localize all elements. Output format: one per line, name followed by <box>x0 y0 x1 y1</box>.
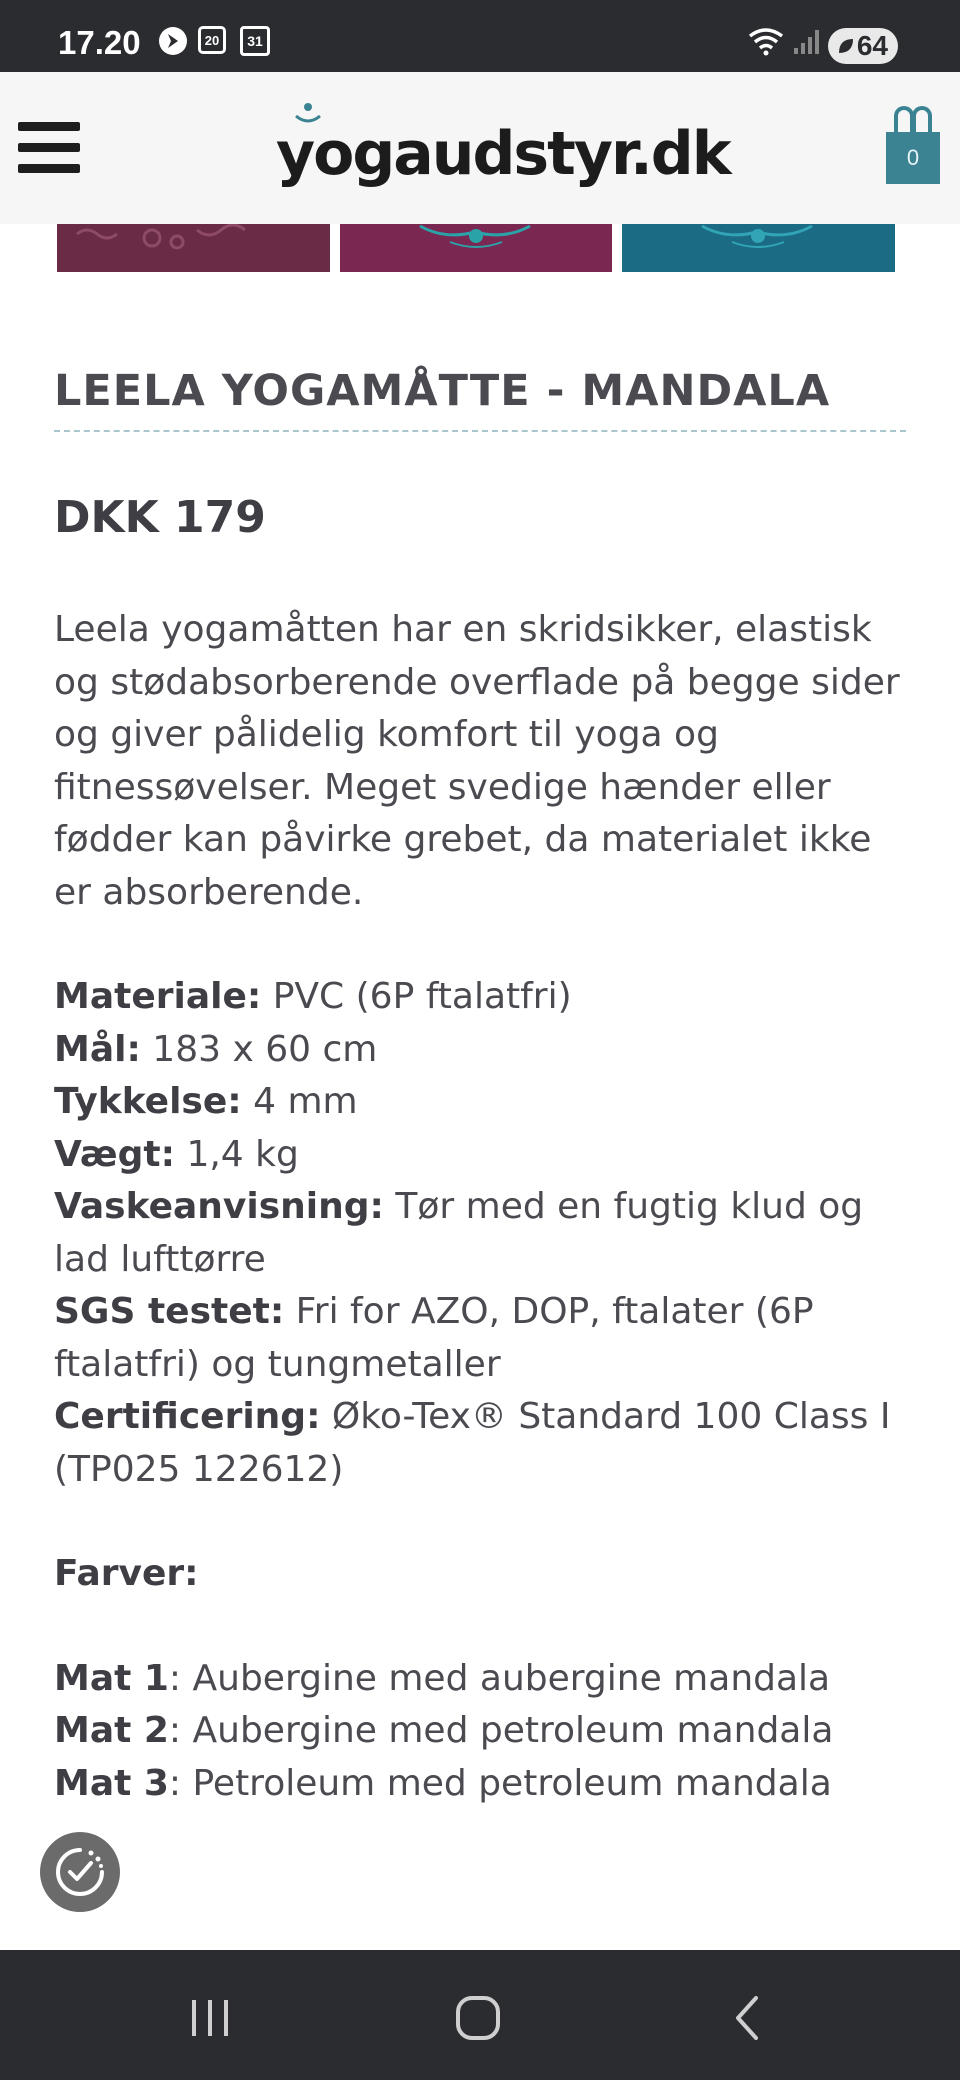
site-logo[interactable] <box>276 102 730 192</box>
cookie-check-icon <box>53 1845 107 1899</box>
spec-row <box>54 1181 906 1286</box>
list-item <box>54 1705 906 1758</box>
wifi-icon <box>746 26 786 56</box>
spec-value: PVC (6P ftalatfri) <box>261 976 572 1017</box>
mat-label: Mat 1 <box>54 1657 169 1699</box>
mat-label: Mat 3 <box>54 1762 169 1804</box>
spec-label: Mål: <box>54 1028 141 1070</box>
spec-label: Tykkelse: <box>54 1081 242 1122</box>
color-variants <box>54 1653 906 1811</box>
logo-text: yogaudstyr.dk <box>276 119 730 189</box>
product-thumbnails <box>57 224 895 272</box>
thumbnail-mat-3[interactable] <box>622 224 895 272</box>
mat-value: : Aubergine med aubergine mandala <box>168 1657 831 1699</box>
list-item <box>54 1758 906 1811</box>
colors-heading: Farver: <box>54 1553 199 1594</box>
spec-value: 183 x 60 cm <box>140 1028 378 1070</box>
spec-value: Fri for AZO, DOP, ftalater (6P ftalatfri) og tungmetaller <box>54 1291 814 1385</box>
product-price: DKK 179 <box>54 492 266 543</box>
consent-button[interactable] <box>40 1832 120 1912</box>
battery-level: 64 <box>856 30 888 61</box>
battery-indicator <box>828 28 898 64</box>
spec-row <box>54 1286 906 1391</box>
spec-label: Materiale: <box>54 976 262 1017</box>
cart-icon <box>886 132 940 184</box>
status-time: 17.20 <box>58 24 141 61</box>
spec-row <box>54 971 906 1024</box>
product-details <box>54 360 906 1810</box>
recent-apps-icon[interactable] <box>180 1990 240 2046</box>
status-bar <box>0 0 960 72</box>
spec-value: Tør med en fugtig klud og lad lufttørre <box>54 1186 864 1280</box>
cart-count: 0 <box>906 145 920 170</box>
product-title: LEELA YOGAMÅTTE - MANDALA <box>54 360 906 432</box>
thumbnail-mat-2[interactable] <box>340 224 613 272</box>
spec-row <box>54 1024 906 1077</box>
mat-label: Mat 2 <box>54 1710 169 1751</box>
product-specs <box>54 971 906 1496</box>
spec-row <box>54 1391 906 1496</box>
home-icon[interactable] <box>448 1990 508 2046</box>
menu-icon[interactable] <box>18 122 80 174</box>
spec-value: 4 mm <box>241 1081 358 1122</box>
spec-label: Vaskeanvisning: <box>54 1186 384 1227</box>
calendar-icon: 20 <box>198 26 226 54</box>
thumbnail-mat-1[interactable] <box>57 224 330 272</box>
battery-saver-icon <box>836 36 856 56</box>
mat-value: : Aubergine med petroleum mandala <box>168 1710 834 1751</box>
spec-row <box>54 1129 906 1182</box>
navigation-arrow-icon <box>158 26 188 56</box>
calendar-app-icon: 31 <box>240 26 270 56</box>
spec-row <box>54 1076 906 1129</box>
list-item <box>54 1653 906 1706</box>
system-navigation-bar <box>0 1950 960 2080</box>
spec-label: Vægt: <box>54 1133 175 1175</box>
mat-value: : Petroleum med petroleum mandala <box>168 1762 832 1804</box>
spec-value: Øko-Tex® Standard 100 Class I (TP025 122612) <box>54 1396 891 1490</box>
spec-label: Certificering: <box>54 1396 321 1437</box>
spec-value: 1,4 kg <box>175 1133 299 1175</box>
site-header <box>0 72 960 224</box>
spec-label: SGS testet: <box>54 1291 285 1332</box>
logo-swoosh-icon <box>294 102 322 126</box>
product-description: Leela yogamåtten har en skridsikker, elastisk og stødabsorberende overflade på begge sider og giver pålidelig komfort til yoga og fitnessøvelser. Meget svedige hænder eller fødder kan påvirke grebet, da materialet ikke er absorberende. <box>54 609 900 913</box>
back-icon[interactable] <box>718 1990 778 2046</box>
signal-icon <box>792 26 822 56</box>
cart-button[interactable] <box>884 106 942 186</box>
